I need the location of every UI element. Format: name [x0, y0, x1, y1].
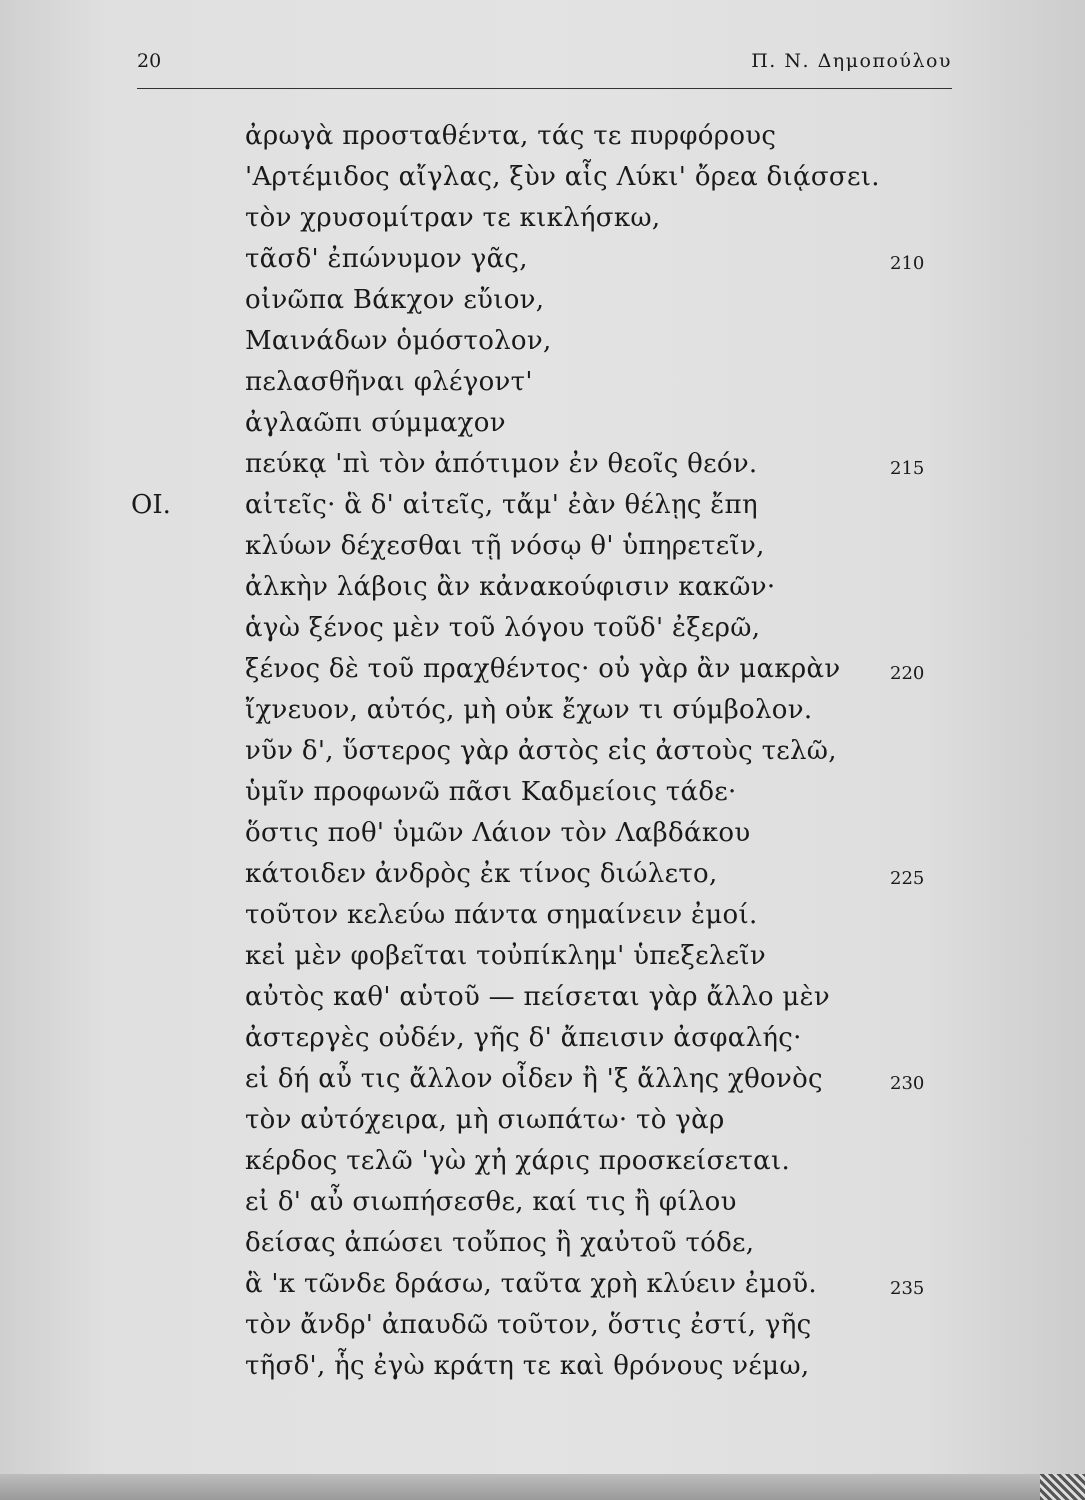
verse-text: εἰ δή αὖ τις ἄλλον οἶδεν ἢ 'ξ ἄλλης χθονὸς — [245, 1064, 823, 1094]
verse-line — [0, 1305, 1085, 1346]
verse-text: αἰτεῖς· ἃ δ' αἰτεῖς, τἄμ' ἐὰν θέλῃς ἔπη — [245, 490, 758, 520]
verse-line — [0, 977, 1085, 1018]
speaker-label: ΟΙ. — [131, 490, 171, 520]
verse-text: ἀγλαῶπι σύμμαχον — [245, 408, 506, 438]
verse-line — [0, 485, 1085, 526]
verse-line — [0, 772, 1085, 813]
verse-text: κέρδος τελῶ 'γὼ χἠ χάρις προσκείσεται. — [245, 1146, 791, 1176]
verse-text: ἁγὼ ξένος μὲν τοῦ λόγου τοῦδ' ἐξερῶ, — [245, 613, 761, 643]
verse-line — [0, 362, 1085, 403]
verse-line — [0, 526, 1085, 567]
line-number: 220 — [890, 663, 925, 684]
verse-line — [0, 813, 1085, 854]
verse-block — [0, 116, 1085, 1387]
page-number: 20 — [137, 50, 162, 72]
verse-text: ἀστεργὲς οὐδέν, γῆς δ' ἄπεισιν ἀσφαλής· — [245, 1023, 802, 1053]
verse-text: ὑμῖν προφωνῶ πᾶσι Καδμείοις τάδε· — [245, 777, 737, 807]
verse-text: τᾶσδ' ἐπώνυμον γᾶς, — [245, 244, 528, 274]
verse-text: τῆσδ', ἧς ἐγὼ κράτη τε καὶ θρόνους νέμω, — [245, 1351, 810, 1381]
verse-line — [0, 731, 1085, 772]
verse-line — [0, 1018, 1085, 1059]
verse-line — [0, 321, 1085, 362]
verse-text: πεύκᾳ 'πὶ τὸν ἀπότιμον ἐν θεοῖς θεόν. — [245, 449, 758, 479]
verse-text: τὸν χρυσομίτραν τε κικλήσκω, — [245, 203, 661, 233]
verse-line — [0, 895, 1085, 936]
verse-text: ἀρωγὰ προσταθέντα, τάς τε πυρφόρους — [245, 121, 777, 151]
verse-text: κλύων δέχεσθαι τῇ νόσῳ θ' ὑπηρετεῖν, — [245, 531, 765, 561]
verse-line — [0, 854, 1085, 895]
running-head: Π. Ν. Δημοπούλου — [751, 50, 952, 72]
verse-line — [0, 690, 1085, 731]
verse-line — [0, 608, 1085, 649]
verse-line — [0, 157, 1085, 198]
verse-text: ἴχνευον, αὐτός, μὴ οὐκ ἔχων τι σύμβολον. — [245, 695, 813, 725]
line-number: 215 — [890, 458, 925, 479]
verse-line — [0, 1100, 1085, 1141]
verse-text: τὸν ἄνδρ' ἀπαυδῶ τοῦτον, ὅστις ἐστί, γῆς — [245, 1310, 812, 1340]
verse-text: δείσας ἀπώσει τοὔπος ἢ χαὐτοῦ τόδε, — [245, 1228, 755, 1258]
verse-line — [0, 1264, 1085, 1305]
verse-line — [0, 1059, 1085, 1100]
verse-line — [0, 1141, 1085, 1182]
verse-line — [0, 116, 1085, 157]
verse-text: κεἰ μὲν φοβεῖται τοὐπίκλημ' ὑπεξελεῖν — [245, 941, 766, 971]
verse-text: οἰνῶπα Βάκχον εὔιον, — [245, 285, 545, 315]
verse-text: κάτοιδεν ἀνδρὸς ἐκ τίνος διώλετο, — [245, 859, 718, 889]
verse-text: Μαινάδων ὁμόστολον, — [245, 326, 552, 356]
verse-line — [0, 1182, 1085, 1223]
verse-line — [0, 1346, 1085, 1387]
verse-line — [0, 403, 1085, 444]
line-number: 230 — [890, 1073, 925, 1094]
line-number: 210 — [890, 253, 925, 274]
verse-line — [0, 444, 1085, 485]
verse-line — [0, 280, 1085, 321]
verse-line — [0, 239, 1085, 280]
verse-text: ὅστις ποθ' ὑμῶν Λάιον τὸν Λαβδάκου — [245, 818, 751, 848]
line-number: 235 — [890, 1278, 925, 1299]
verse-line — [0, 198, 1085, 239]
verse-line — [0, 567, 1085, 608]
verse-line — [0, 936, 1085, 977]
verse-line — [0, 1223, 1085, 1264]
line-number: 225 — [890, 868, 925, 889]
verse-text: ἃ 'κ τῶνδε δράσω, ταῦτα χρὴ κλύειν ἐμοῦ. — [245, 1269, 817, 1299]
verse-text: αὐτὸς καθ' αὑτοῦ — πείσεται γὰρ ἄλλο μὲν — [245, 982, 830, 1012]
scan-edge-strip — [0, 1474, 1085, 1500]
page-header — [137, 48, 952, 89]
verse-text: τὸν αὐτόχειρα, μὴ σιωπάτω· τὸ γὰρ — [245, 1105, 725, 1135]
verse-line — [0, 649, 1085, 690]
verse-text: πελασθῆναι φλέγοντ' — [245, 367, 533, 397]
verse-text: τοῦτον κελεύω πάντα σημαίνειν ἐμοί. — [245, 900, 758, 930]
verse-text: 'Αρτέμιδος αἴγλας, ξὺν αἷς Λύκι' ὄρεα διᾴσσει. — [245, 162, 880, 192]
verse-text: ξένος δὲ τοῦ πραχθέντος· οὐ γὰρ ἂν μακρὰν — [245, 654, 841, 684]
verse-text: εἰ δ' αὖ σιωπήσεσθε, καί τις ἢ φίλου — [245, 1187, 737, 1217]
verse-text: ἀλκὴν λάβοις ἂν κἀνακούφισιν κακῶν· — [245, 572, 776, 602]
scan-calibration-pattern — [1040, 1474, 1085, 1500]
verse-text: νῦν δ', ὕστερος γὰρ ἀστὸς εἰς ἀστοὺς τελῶ, — [245, 736, 837, 766]
